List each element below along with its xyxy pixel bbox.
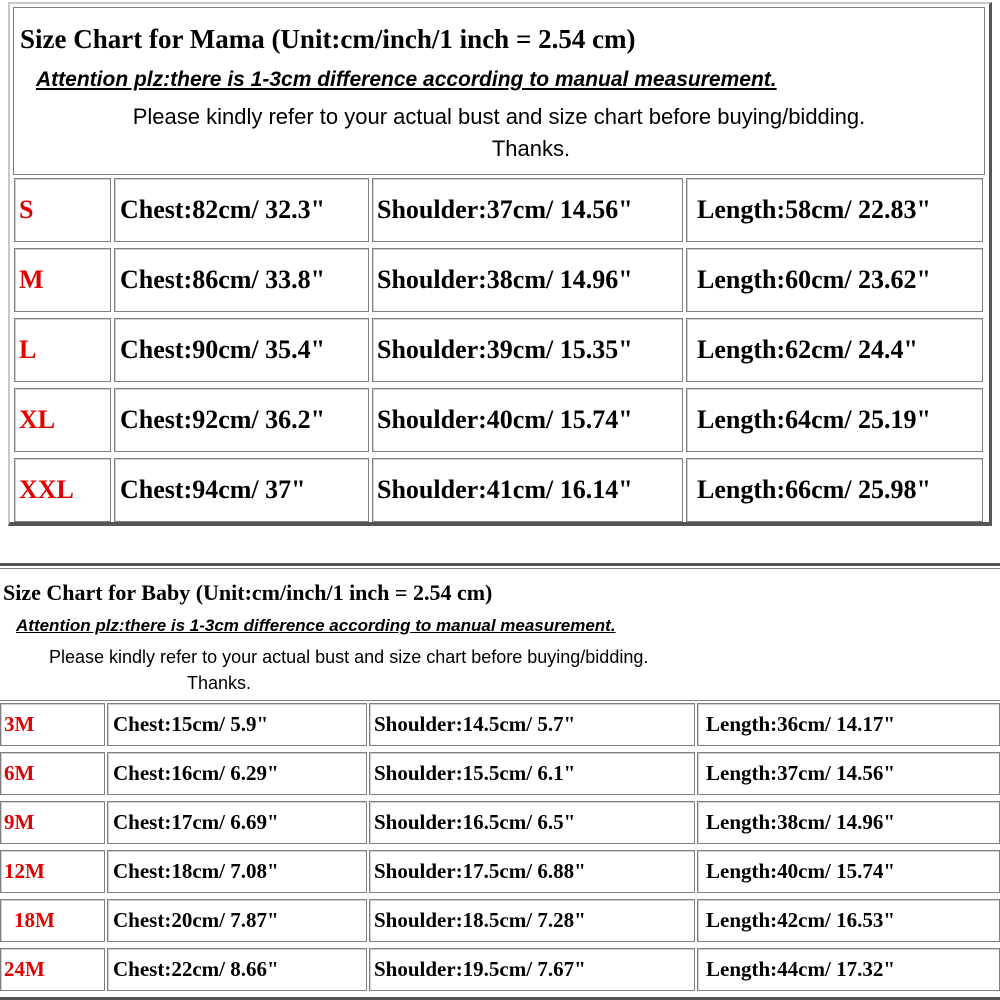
baby-shoulder-cell: Shoulder:19.5cm/ 7.67" — [369, 948, 695, 991]
mama-chest-cell: Chest:86cm/ 33.8" — [114, 248, 369, 312]
baby-size-cell: 18M — [0, 899, 105, 942]
baby-shoulder-cell: Shoulder:14.5cm/ 5.7" — [369, 703, 695, 746]
mama-shoulder-cell: Shoulder:38cm/ 14.96" — [372, 248, 683, 312]
baby-size-cell: 9M — [0, 801, 105, 844]
mama-chest-cell: Chest:90cm/ 35.4" — [114, 318, 369, 382]
baby-shoulder-cell: Shoulder:16.5cm/ 6.5" — [369, 801, 695, 844]
mama-thanks-note: Thanks. — [491, 136, 571, 161]
mama-length-cell: Length:60cm/ 23.62" — [686, 248, 983, 312]
baby-length-cell: Length:40cm/ 15.74" — [697, 850, 1000, 893]
mama-chart-title: Size Chart for Mama (Unit:cm/inch/1 inch = 2.54 cm) — [20, 24, 636, 54]
mama-shoulder-cell: Shoulder:39cm/ 15.35" — [372, 318, 683, 382]
mama-chart-header — [13, 7, 985, 175]
mama-length-cell: Length:64cm/ 25.19" — [686, 388, 983, 452]
baby-chart-header — [0, 568, 1000, 701]
baby-chest-cell: Chest:18cm/ 7.08" — [107, 850, 367, 893]
mama-size-cell: S — [14, 178, 111, 242]
mama-shoulder-cell: Shoulder:40cm/ 15.74" — [372, 388, 683, 452]
baby-chest-cell: Chest:16cm/ 6.29" — [107, 752, 367, 795]
baby-chest-cell: Chest:22cm/ 8.66" — [107, 948, 367, 991]
baby-thanks-note: Thanks. — [187, 673, 252, 693]
baby-length-cell: Length:36cm/ 14.17" — [697, 703, 1000, 746]
baby-length-cell: Length:37cm/ 14.56" — [697, 752, 1000, 795]
mama-refer-note: Please kindly refer to your actual bust and size chart before buying/bidding. — [132, 104, 866, 129]
baby-size-cell: 24M — [0, 948, 105, 991]
mama-size-cell: M — [14, 248, 111, 312]
mama-length-cell: Length:58cm/ 22.83" — [686, 178, 983, 242]
baby-shoulder-cell: Shoulder:15.5cm/ 6.1" — [369, 752, 695, 795]
mama-chest-cell: Chest:94cm/ 37" — [114, 458, 369, 522]
mama-size-cell: L — [14, 318, 111, 382]
mama-attention-note: Attention plz:there is 1-3cm difference according to manual measurement. — [36, 68, 777, 91]
baby-length-cell: Length:44cm/ 17.32" — [697, 948, 1000, 991]
baby-shoulder-cell: Shoulder:18.5cm/ 7.28" — [369, 899, 695, 942]
baby-attention-note: Attention plz:there is 1-3cm difference according to manual measurement. — [16, 616, 616, 635]
baby-refer-note: Please kindly refer to your actual bust and size chart before buying/bidding. — [49, 647, 649, 667]
baby-size-cell: 6M — [0, 752, 105, 795]
mama-size-chart — [8, 2, 992, 526]
baby-chest-cell: Chest:17cm/ 6.69" — [107, 801, 367, 844]
mama-length-cell: Length:62cm/ 24.4" — [686, 318, 983, 382]
baby-chart-title: Size Chart for Baby (Unit:cm/inch/1 inch = 2.54 cm) — [3, 580, 493, 605]
baby-size-chart — [0, 563, 1000, 1000]
baby-chest-cell: Chest:15cm/ 5.9" — [107, 703, 367, 746]
mama-shoulder-cell: Shoulder:41cm/ 16.14" — [372, 458, 683, 522]
baby-shoulder-cell: Shoulder:17.5cm/ 6.88" — [369, 850, 695, 893]
baby-length-cell: Length:38cm/ 14.96" — [697, 801, 1000, 844]
mama-chest-cell: Chest:92cm/ 36.2" — [114, 388, 369, 452]
baby-length-cell: Length:42cm/ 16.53" — [697, 899, 1000, 942]
baby-chest-cell: Chest:20cm/ 7.87" — [107, 899, 367, 942]
mama-length-cell: Length:66cm/ 25.98" — [686, 458, 983, 522]
mama-size-cell: XL — [14, 388, 111, 452]
baby-size-cell: 12M — [0, 850, 105, 893]
baby-size-cell: 3M — [0, 703, 105, 746]
mama-shoulder-cell: Shoulder:37cm/ 14.56" — [372, 178, 683, 242]
mama-size-cell: XXL — [14, 458, 111, 522]
mama-chest-cell: Chest:82cm/ 32.3" — [114, 178, 369, 242]
